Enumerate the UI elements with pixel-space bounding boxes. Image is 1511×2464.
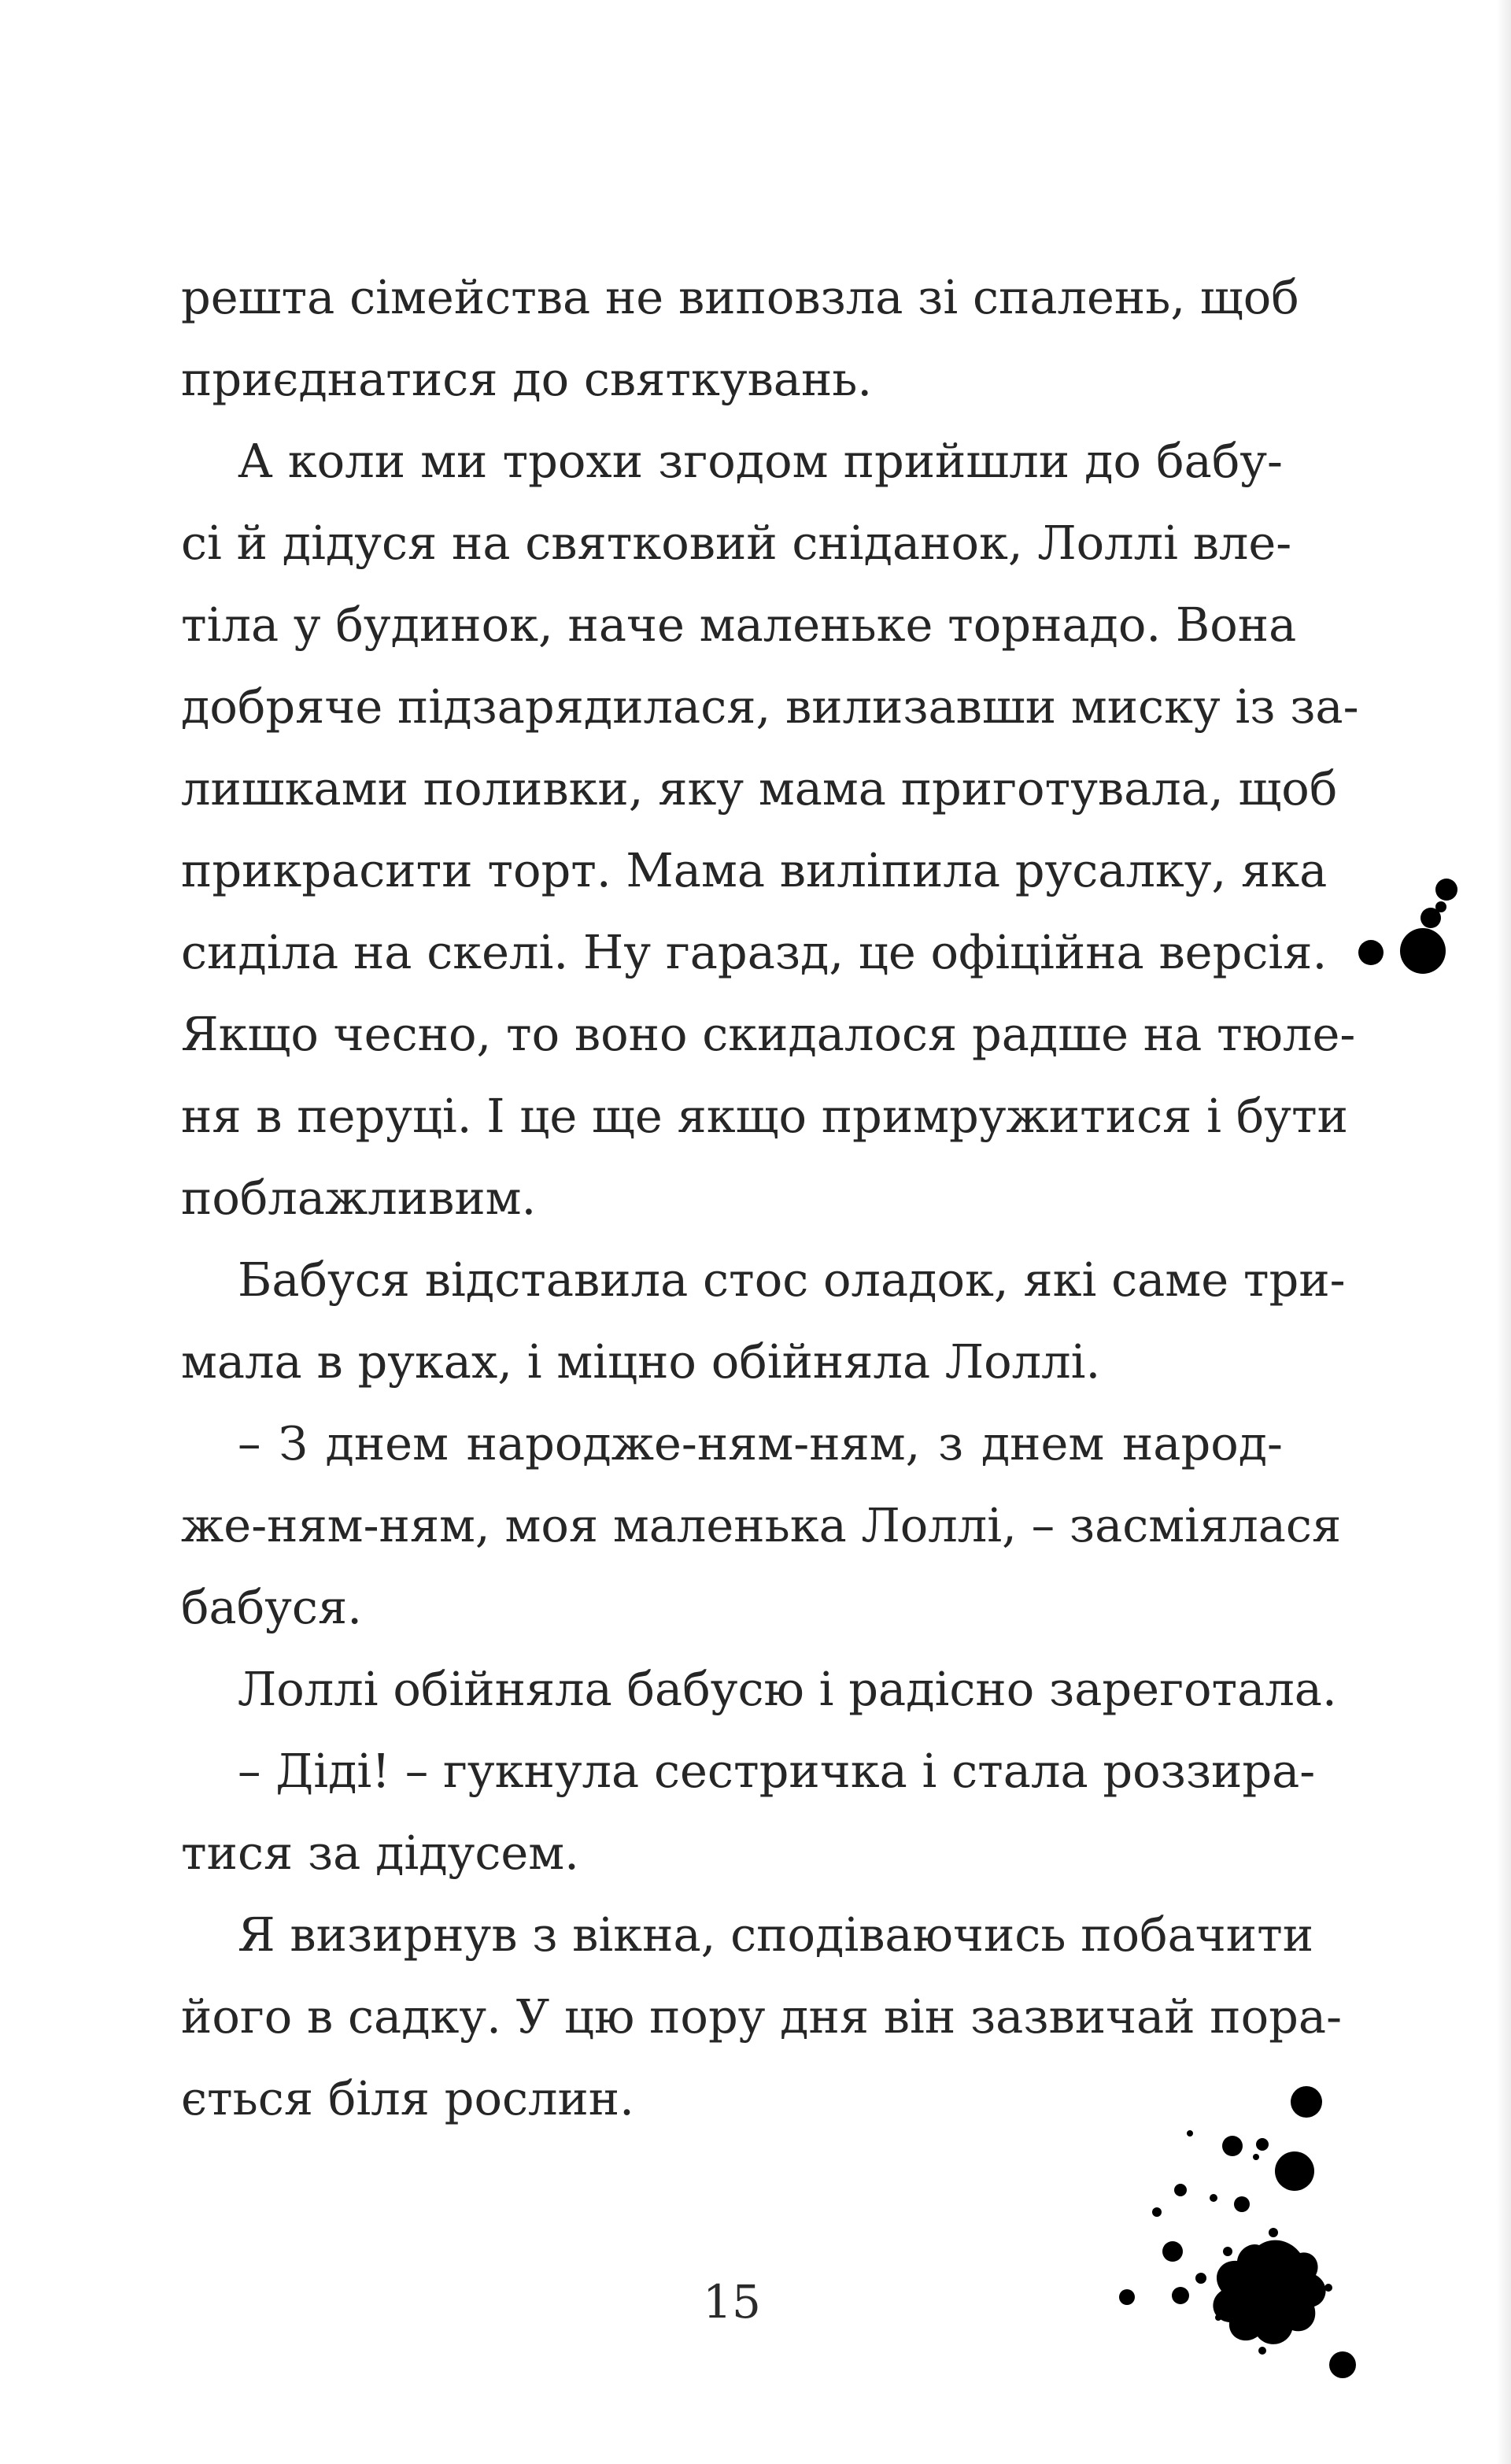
text-line: сиділа на скелі. Ну гаразд, це офіційна версія.: [181, 925, 1328, 979]
text-line: добряче підзарядилася, вилизавши миску із за-: [181, 679, 1359, 734]
text-line: А коли ми трохи згодом прийшли до бабу-: [238, 434, 1283, 488]
text-line: сі й дідуся на святковий сніданок, Лоллі вле-: [181, 516, 1292, 570]
text-line: бабуся.: [181, 1580, 362, 1634]
text-line: – З днем народже-ням-ням, з днем народ-: [238, 1416, 1283, 1471]
text-line: ня в перуці. І це ще якщо примружитися і бути: [181, 1089, 1348, 1143]
text-line: мала в руках, і міцно обійняла Лоллі.: [181, 1334, 1101, 1389]
text-line: прикрасити торт. Мама виліпила русалку, яка: [181, 843, 1328, 897]
text-line: тіла у будинок, наче маленьке торнадо. Вона: [181, 598, 1297, 652]
text-line: – Діді! – гукнула сестричка і стала роззира-: [238, 1744, 1316, 1798]
text-line: Якщо чесно, то воно скидалося радше на тюле-: [181, 1007, 1356, 1061]
text-line: Я визирнув з вікна, сподіваючись побачити: [238, 1907, 1314, 1962]
ink-splat-upper: [1358, 879, 1457, 974]
text-line: ється біля рослин.: [181, 2071, 634, 2125]
text-line: приєднатися до святкувань.: [181, 352, 873, 406]
text-line: поблажливим.: [181, 1171, 537, 1225]
text-line: лишками поливки, яку мама приготувала, щоб: [181, 761, 1338, 816]
text-line: Бабуся відставила стос оладок, які саме три-: [238, 1252, 1346, 1307]
text-line: тися за дідусем.: [181, 1826, 579, 1880]
page-number: 15: [703, 2275, 761, 2329]
text-line: його в садку. У цю пору дня він зазвичай пора-: [181, 1989, 1343, 2044]
text-line: же-ням-ням, моя маленька Лоллі, – засміялася: [181, 1498, 1342, 1552]
text-line: Лоллі обійняла бабусю і радісно зареготала.: [238, 1662, 1337, 1716]
text-line: решта сімейства не виповзла зі спалень, щоб: [181, 270, 1299, 324]
ink-splat-lower: [1119, 2086, 1356, 2378]
